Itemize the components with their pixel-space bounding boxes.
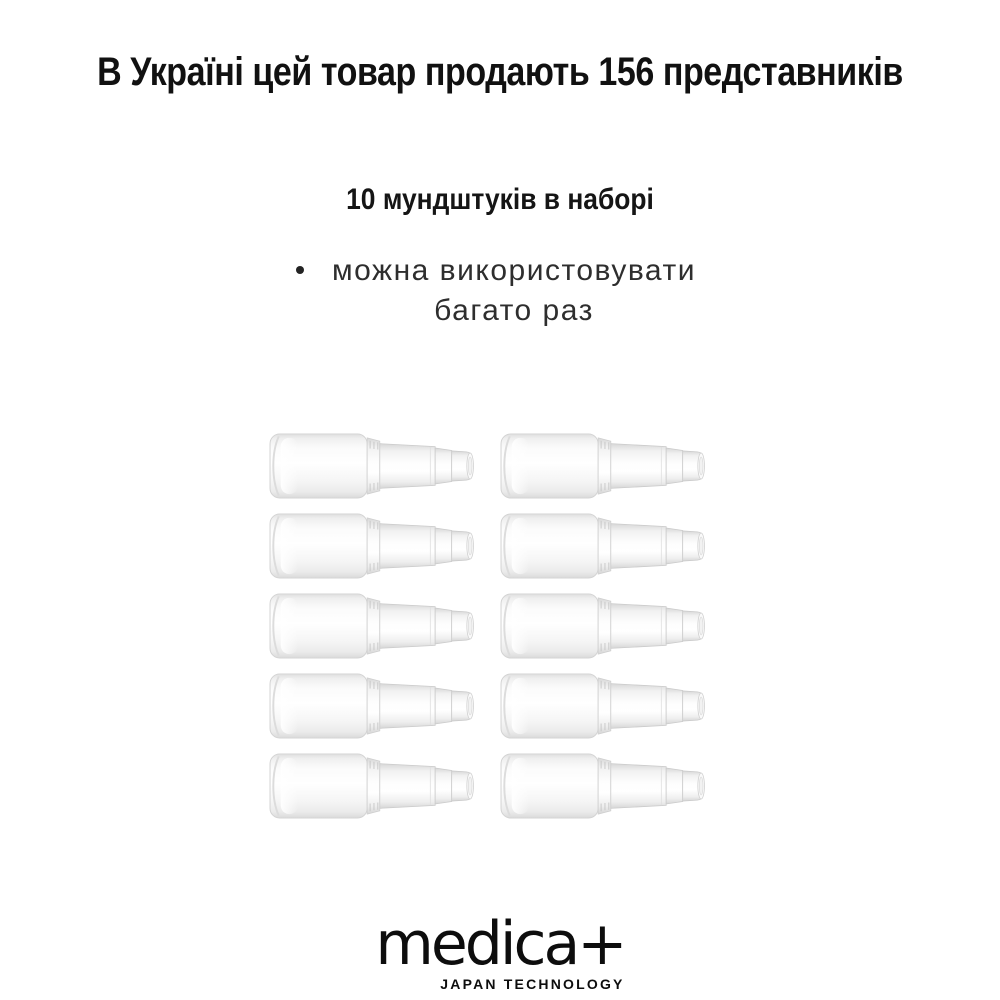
mouthpiece-image <box>496 752 712 820</box>
mouthpiece-image <box>265 512 481 580</box>
bullet-dot-icon <box>296 266 304 274</box>
brand-name: medica+ <box>375 909 625 979</box>
mouthpiece-image <box>265 592 481 660</box>
feature-bullet <box>0 251 1000 330</box>
mouthpiece-image <box>496 672 712 740</box>
set-count-subtitle: 10 мундштуків в наборі <box>346 183 654 216</box>
mouthpiece-image <box>265 432 481 500</box>
mouthpiece-image <box>265 672 481 740</box>
brand-tagline: JAPAN TECHNOLOGY <box>440 976 625 992</box>
mouthpiece-image <box>265 752 481 820</box>
mouthpiece-grid <box>265 432 712 820</box>
feature-text-line2: багато раз <box>434 293 594 327</box>
mouthpiece-image <box>496 592 712 660</box>
mouthpiece-image <box>496 432 712 500</box>
feature-text-line1: можна використовувати <box>332 254 696 287</box>
brand-logo <box>375 909 625 992</box>
mouthpiece-image <box>496 512 712 580</box>
page-title: В Україні цей товар продають 156 представників <box>97 50 903 94</box>
